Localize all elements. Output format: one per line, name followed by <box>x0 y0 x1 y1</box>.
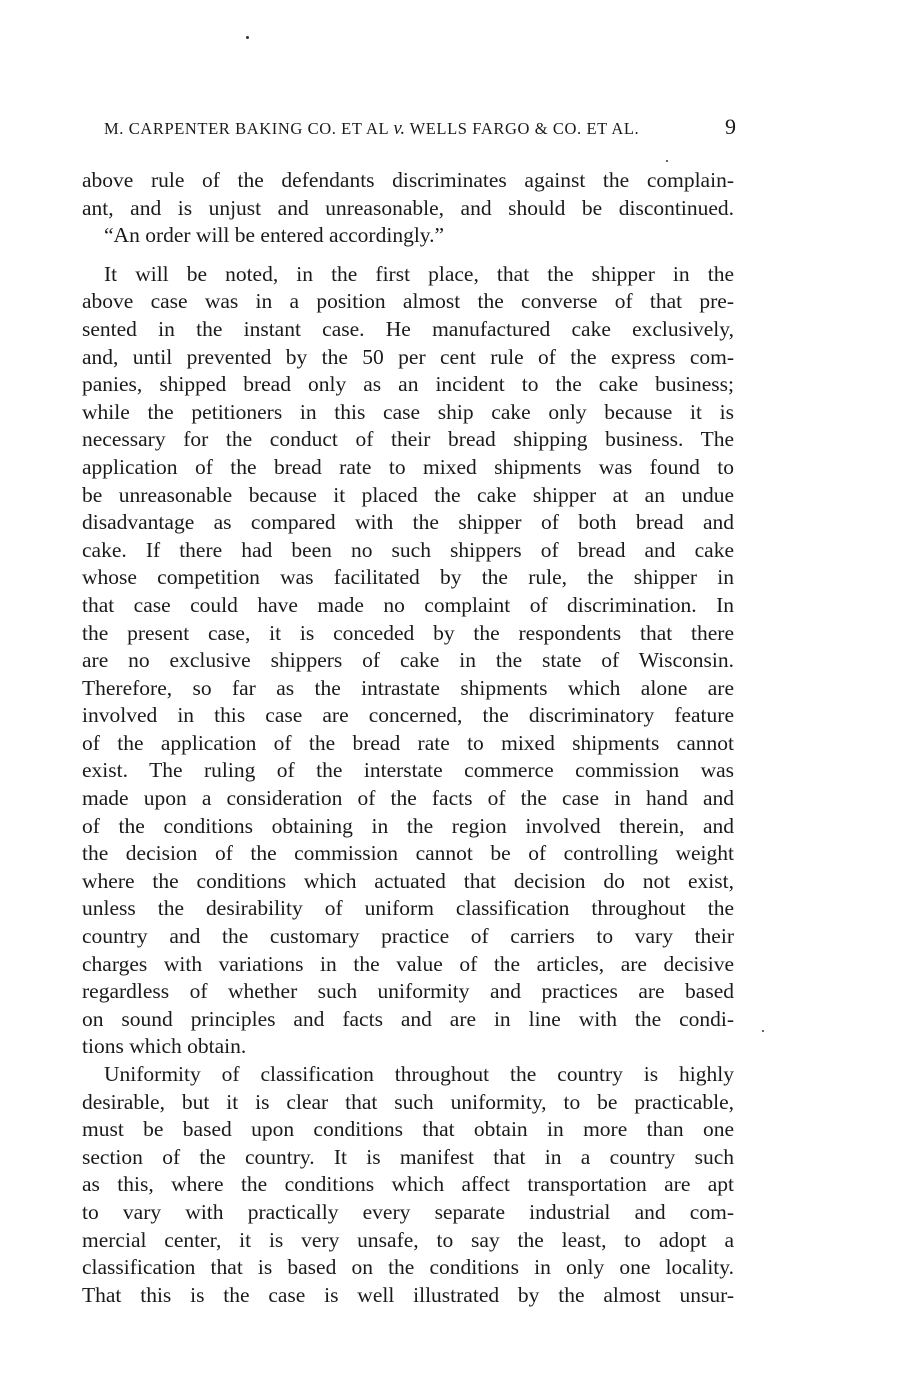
text-line: sented in the instant case. He manufactured cake exclusively, <box>82 316 734 341</box>
text-line: charges with variations in the value of the articles, are decisive <box>82 951 734 976</box>
text-line: while the petitioners in this case ship cake only because it is <box>82 399 734 424</box>
text-line: whose competition was facilitated by the rule, the shipper in <box>82 565 734 590</box>
text-line: desirable, but it is clear that such uniformity, to be practicable, <box>82 1089 734 1114</box>
text-line: exist. The ruling of the interstate commerce commission was <box>82 758 734 783</box>
text-line: cake. If there had been no such shippers of bread and cake <box>82 537 734 562</box>
text-line: classification that is based on the conditions in only one locality. <box>82 1255 734 1280</box>
body-text <box>82 167 734 1309</box>
scan-speck <box>246 36 249 39</box>
text-line: Uniformity of classification throughout the country is highly <box>104 1062 734 1086</box>
running-head-title-left: M. CARPENTER BAKING CO. ET AL <box>104 119 394 138</box>
text-line: disadvantage as compared with the shipper of both bread and <box>82 510 734 535</box>
text-line: of the conditions obtaining in the region involved therein, and <box>82 813 734 838</box>
text-line: ant, and is unjust and unreasonable, and should be discontinued. <box>82 195 734 220</box>
text-line: tions which obtain. <box>82 1034 247 1059</box>
text-line: panies, shipped bread only as an incident to the cake business; <box>82 372 734 397</box>
text-line: involved in this case are concerned, the discriminatory feature <box>82 703 734 728</box>
text-line: made upon a consideration of the facts of the case in hand and <box>82 786 734 811</box>
text-line: above case was in a position almost the converse of that pre- <box>82 289 734 314</box>
text-line: unless the desirability of uniform classification throughout the <box>82 896 734 921</box>
text-line: are no exclusive shippers of cake in the state of Wisconsin. <box>82 648 734 673</box>
text-line: It will be noted, in the first place, that the shipper in the <box>104 261 734 286</box>
text-line: section of the country. It is manifest that in a country such <box>82 1144 734 1169</box>
text-line: be unreasonable because it placed the cake shipper at an undue <box>82 482 734 507</box>
text-line: to vary with practically every separate industrial and com- <box>82 1199 734 1224</box>
running-head-versus: v. <box>393 118 406 139</box>
text-line: as this, where the conditions which affect transportation are apt <box>82 1172 734 1197</box>
text-line: on sound principles and facts and are in line with the condi- <box>82 1006 734 1031</box>
text-line: country and the customary practice of carriers to vary their <box>82 924 734 949</box>
running-head <box>104 116 736 140</box>
text-line: That this is the case is well illustrated by the almost unsur- <box>82 1282 734 1307</box>
paragraph-gap <box>82 250 734 261</box>
text-line: must be based upon conditions that obtain in more than one <box>82 1117 734 1142</box>
text-line: where the conditions which actuated that decision do not exist, <box>82 868 734 893</box>
text-line: the decision of the commission cannot be of controlling weight <box>82 841 734 866</box>
text-line: of the application of the bread rate to mixed shipments cannot <box>82 730 734 755</box>
scan-speck <box>666 160 668 162</box>
text-line: “An order will be entered accordingly.” <box>104 223 445 248</box>
text-line: the present case, it is conceded by the respondents that there <box>82 620 734 645</box>
text-line: regardless of whether such uniformity and practices are based <box>82 979 734 1004</box>
running-head-title-right: WELLS FARGO & CO. ET AL. <box>405 119 640 138</box>
running-head-title <box>104 118 639 140</box>
scan-speck <box>762 1030 764 1032</box>
page-number: 9 <box>725 114 736 139</box>
text-line: that case could have made no complaint of discrimination. In <box>82 592 734 617</box>
text-line: mercial center, it is very unsafe, to say the least, to adopt a <box>82 1227 734 1252</box>
text-line: Therefore, so far as the intrastate shipments which alone are <box>82 675 734 700</box>
text-line: above rule of the defendants discriminates against the complain- <box>82 168 734 192</box>
text-line: application of the bread rate to mixed shipments was found to <box>82 454 734 479</box>
text-line: and, until prevented by the 50 per cent rule of the express com- <box>82 344 734 369</box>
text-line: necessary for the conduct of their bread shipping business. The <box>82 427 734 452</box>
